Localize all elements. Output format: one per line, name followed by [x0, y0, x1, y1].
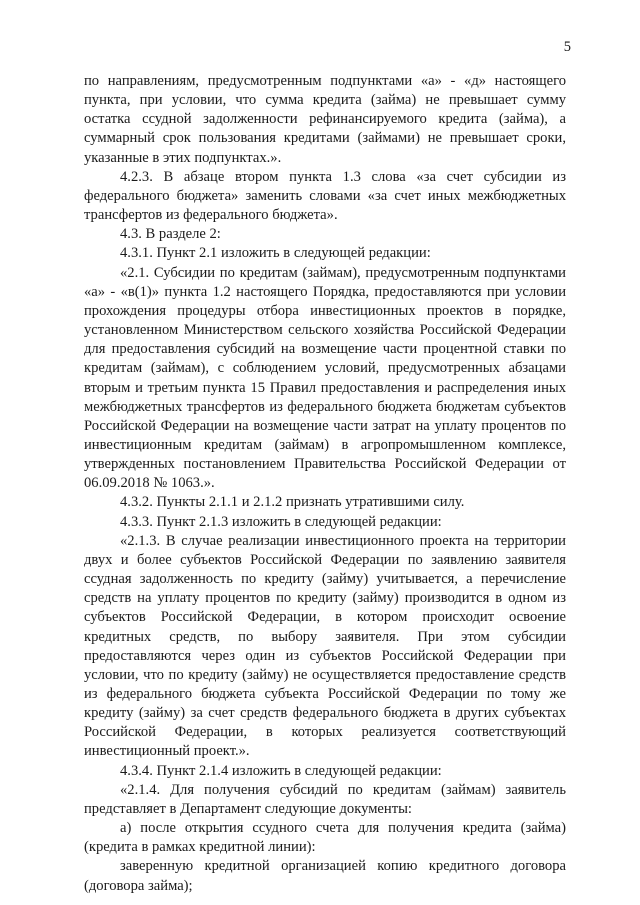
paragraph: 4.3. В разделе 2:	[120, 226, 221, 243]
paragraph: 4.3.1. Пункт 2.1 изложить в следующей редакции:	[120, 245, 431, 262]
document-body	[84, 72, 566, 896]
paragraph: 4.2.3. В абзаце втором пункта 1.3 слова «за счет субсидии из федерального бюджета» заменить словами «за счет иных межбюджетных трансфертов из федерального бюджета».	[84, 168, 566, 224]
paragraph: «2.1.4. Для получения субсидий по кредитам (займам) заявитель представляет в Департамент следующие документы:	[84, 781, 566, 817]
paragraph: а) после открытия ссудного счета для получения кредита (займа) (кредита в рамках кредитной линии):	[84, 820, 566, 856]
paragraph: 4.3.4. Пункт 2.1.4 изложить в следующей редакции:	[120, 762, 442, 779]
page-number: 5	[563, 39, 571, 55]
paragraph: 4.3.3. Пункт 2.1.3 изложить в следующей редакции:	[120, 513, 442, 530]
paragraph: заверенную кредитной организацией копию кредитного договора (договора займа);	[84, 858, 566, 894]
paragraph: «2.1.3. В случае реализации инвестиционного проекта на территории двух и более субъектов Российской Федерации по заявлению заявителя ссудная задолженность по кредиту (займу) учитывается, а перечисление средств на уплату процентов по кредиту (займу) производится в одном из субъектов Российской Федерации, в котором происходит освоение кредитных средств, по выбору заявителя. При этом субсидии предоставляются через один из субъектов Российской Федерации при условии, что по кредиту (займу) не осуществляется предоставление средств из федерального бюджета субъекта Российской Федерации по тому же кредиту (займу) за счет средств федерального бюджета в других субъектах Российской Федерации, в которых реализуется соответствующий инвестиционный проект.».	[84, 532, 566, 760]
paragraph: «2.1. Субсидии по кредитам (займам), предусмотренным подпунктами «а» - «в(1)» пункта 1.2 настоящего Порядка, предоставляются при условии прохождения процедуры отбора инвестиционных проектов в порядке, установленном Министерством сельского хозяйства Российской Федерации для предоставления субсидий на возмещение части процентной ставки по кредитам (займам), с соблюдением условий, предусмотренных абзацами вторым и третьим пункта 15 Правил предоставления и распределения иных межбюджетных трансфертов из федерального бюджета бюджетам субъектов Российской Федерации на возмещение части затрат на уплату процентов по инвестиционным кредитам (займам) в агропромышленном комплексе, утвержденных постановлением Правительства Российской Федерации от 06.09.2018 № 1063.».	[84, 264, 566, 492]
paragraph: 4.3.2. Пункты 2.1.1 и 2.1.2 признать утратившими силу.	[120, 494, 465, 511]
paragraph: по направлениям, предусмотренным подпунктами «а» - «д» настоящего пункта, при условии, что сумма кредита (займа) не превышает сумму остатка ссудной задолженности рефинансируемого кредита (займа), а суммарный срок пользования кредитами (займами) не превышает сроки, указанные в этих подпунктах.».	[84, 73, 566, 166]
